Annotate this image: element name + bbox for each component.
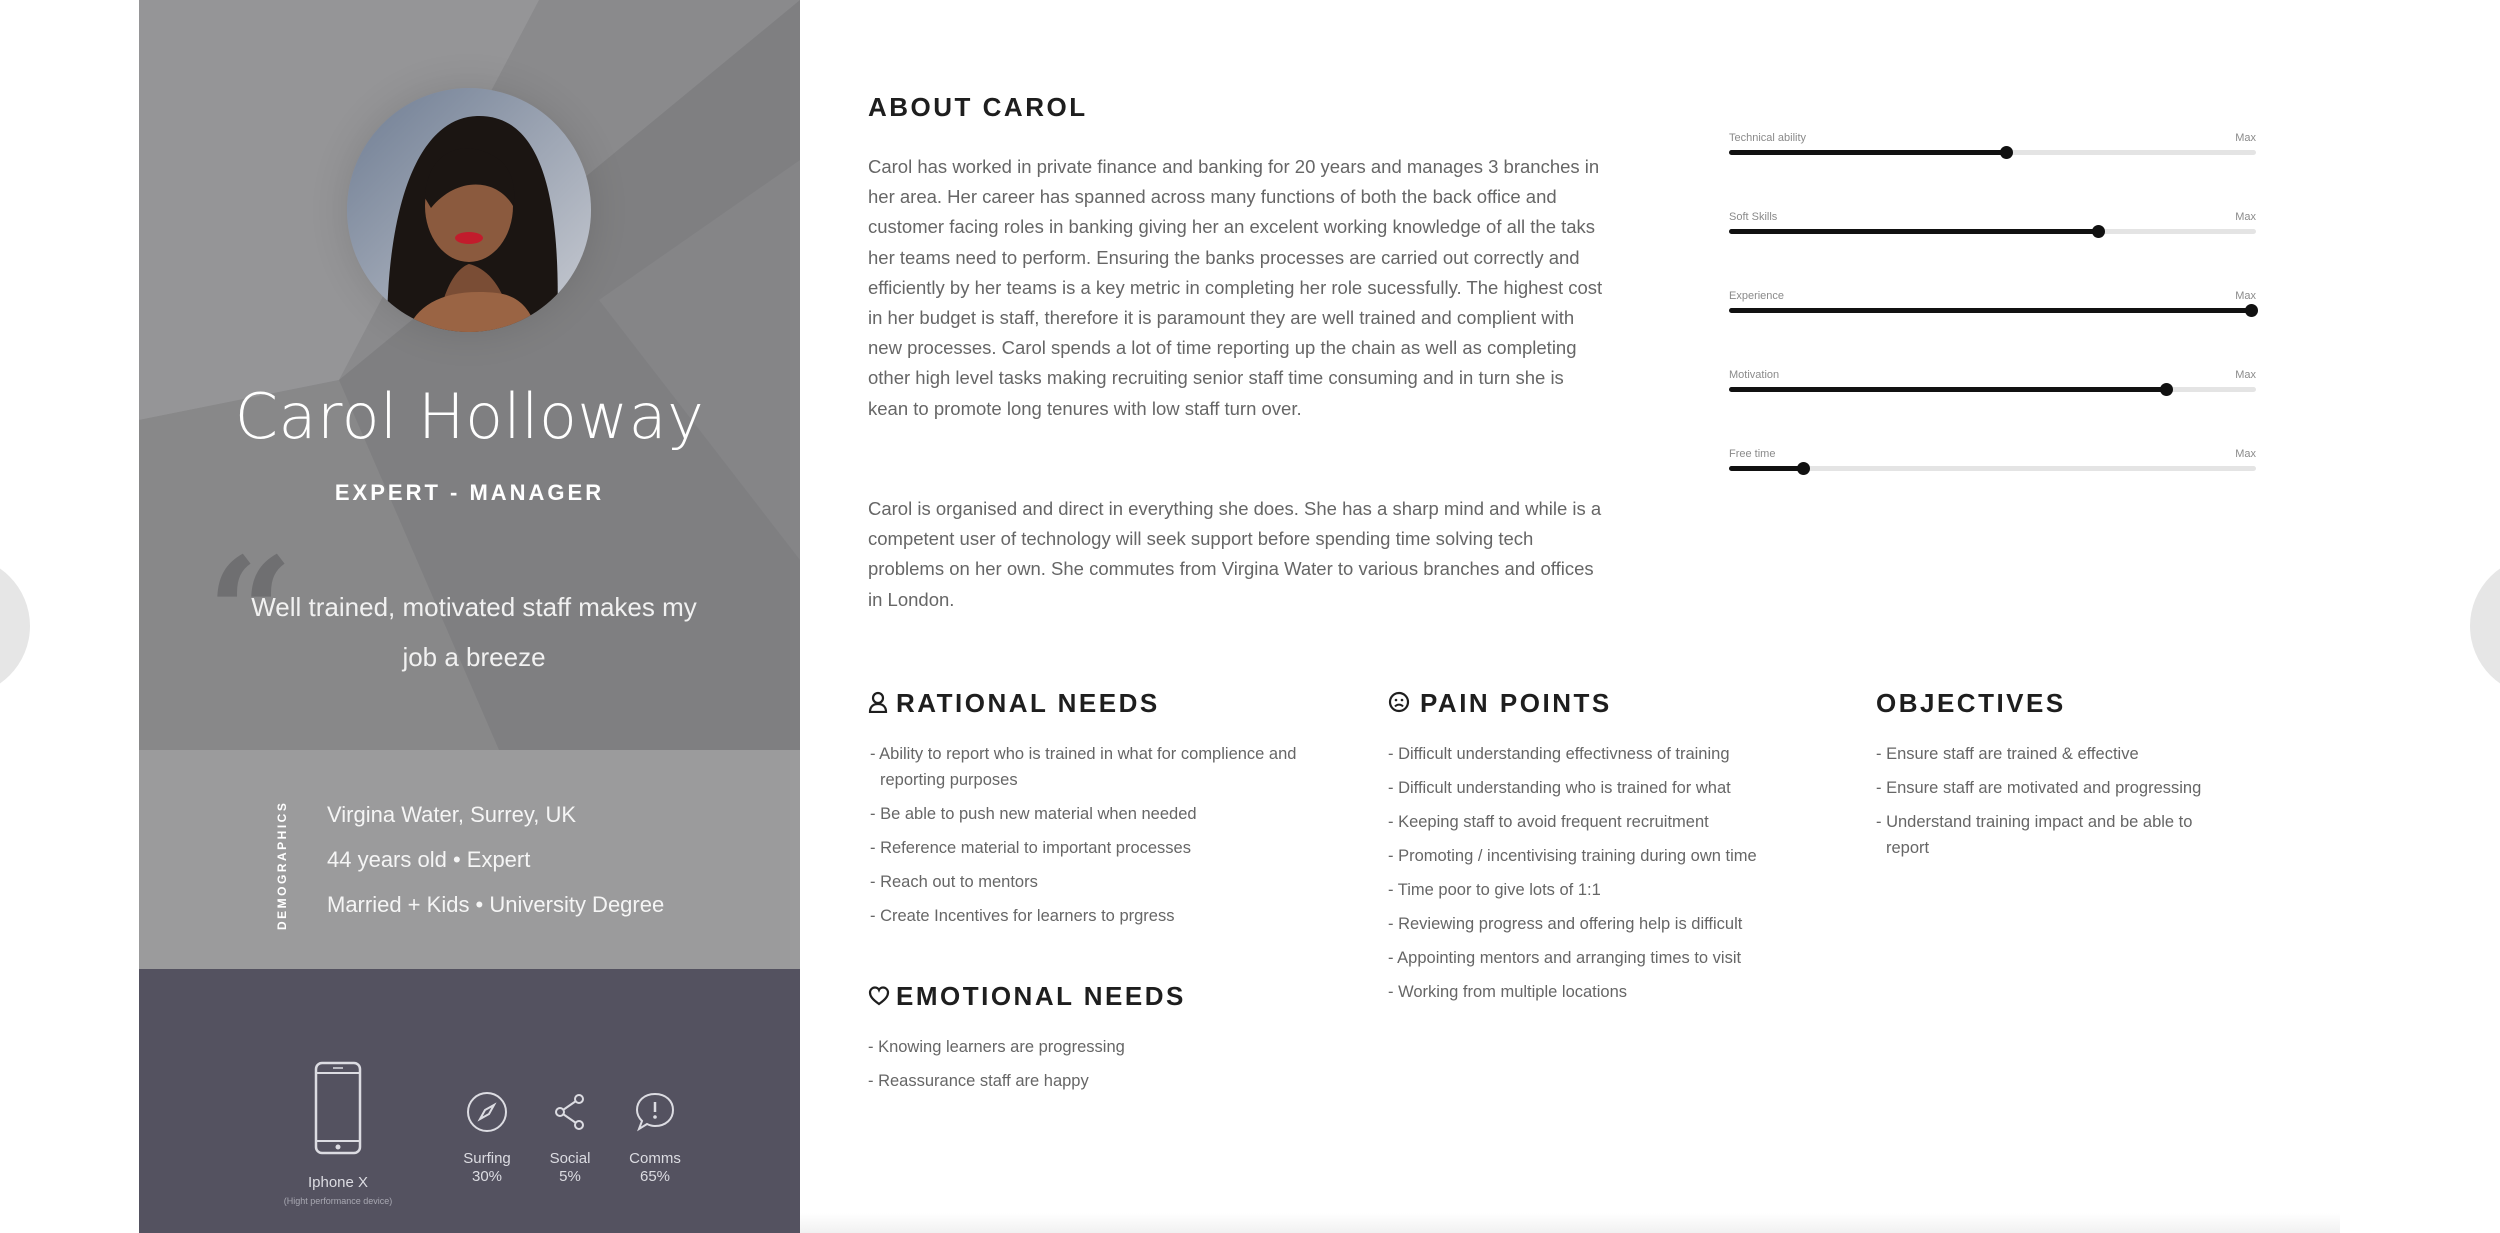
- slider-max-label: Max: [2235, 211, 2256, 223]
- rational-needs-heading: [868, 688, 1160, 719]
- demographics-family: Married + Kids • University Degree: [327, 892, 665, 917]
- slider-max-label: Max: [2235, 369, 2256, 381]
- list-item: - Promoting / incentivising training during own time: [1388, 847, 1757, 865]
- smartphone-icon: [314, 1061, 362, 1155]
- usage-comms-label: Comms: [629, 1150, 681, 1167]
- list-item: - Knowing learners are progressing: [868, 1038, 1125, 1056]
- slider-label: Free time: [1729, 448, 1776, 460]
- slider-handle[interactable]: [1797, 462, 1810, 475]
- demographics-age: 44 years old • Expert: [327, 847, 531, 872]
- slider-handle[interactable]: [2160, 383, 2173, 396]
- about-title: ABOUT CAROL: [868, 92, 1088, 122]
- person-icon: [868, 691, 888, 713]
- list-item: - Ensure staff are trained & effective: [1876, 745, 2139, 763]
- list-item: - Ability to report who is trained in what for complience and reporting purposes: [870, 745, 1297, 789]
- chat-bubble-icon: [634, 1091, 676, 1133]
- list-item: - Reach out to mentors: [870, 873, 1038, 891]
- slider-fill: [1729, 308, 2251, 313]
- slider-fill: [1729, 387, 2166, 392]
- next-persona-button[interactable]: [2470, 556, 2500, 696]
- heart-icon: [868, 986, 890, 1006]
- device-phone-note: (Hight performance device): [283, 1196, 393, 1206]
- quote-icon: “: [207, 525, 294, 701]
- slider-free-time[interactable]: [1729, 448, 2256, 488]
- list-item: - Create Incentives for learners to prgress: [870, 907, 1175, 925]
- slider-label: Technical ability: [1729, 132, 1807, 144]
- device-phone: [263, 1061, 413, 1210]
- compass-icon: [466, 1091, 508, 1133]
- objectives-title: OBJECTIVES: [1876, 688, 2066, 718]
- persona-name: Carol Holloway: [234, 380, 705, 453]
- previous-persona-button[interactable]: [0, 556, 30, 696]
- slider-max-label: Max: [2235, 290, 2256, 302]
- emotional-needs-title: EMOTIONAL NEEDS: [896, 981, 1186, 1011]
- list-item: - Keeping staff to avoid frequent recruitment: [1388, 813, 1709, 831]
- slider-motivation[interactable]: [1729, 369, 2256, 409]
- slider-experience[interactable]: [1729, 290, 2256, 330]
- devices-section: [139, 969, 800, 1233]
- list-item: - Appointing mentors and arranging times to visit: [1388, 949, 1742, 967]
- rational-needs-title: RATIONAL NEEDS: [896, 688, 1160, 718]
- list-item: - Reassurance staff are happy: [868, 1072, 1089, 1090]
- demographics-section: [139, 750, 800, 969]
- device-phone-name: Iphone X: [307, 1174, 369, 1191]
- slider-fill: [1729, 150, 2006, 155]
- slider-fill: [1729, 229, 2098, 234]
- list-item: - Understand training impact and be able to report: [1876, 813, 2193, 857]
- pain-points-list: [1388, 741, 1828, 1013]
- slider-soft-skills[interactable]: [1729, 211, 2256, 251]
- slider-label: Soft Skills: [1729, 211, 1778, 223]
- usage-surfing: [447, 1091, 527, 1186]
- list-item: - Ensure staff are motivated and progressing: [1876, 779, 2202, 797]
- usage-surfing-value: 30%: [471, 1168, 503, 1185]
- list-item: - Be able to push new material when needed: [870, 805, 1197, 823]
- slider-max-label: Max: [2235, 132, 2256, 144]
- slider-handle[interactable]: [2245, 304, 2258, 317]
- demographics-location: Virgina Water, Surrey, UK: [327, 802, 577, 827]
- slider-label: Experience: [1729, 290, 1785, 302]
- usage-social-value: 5%: [559, 1168, 581, 1185]
- slider-label: Motivation: [1729, 369, 1780, 381]
- slider-max-label: Max: [2235, 448, 2256, 460]
- slider-technical-ability[interactable]: [1729, 132, 2256, 172]
- emotional-needs-list: [868, 1034, 1298, 1102]
- list-item: - Time poor to give lots of 1:1: [1388, 881, 1601, 899]
- slider-handle[interactable]: [2092, 225, 2105, 238]
- share-icon: [549, 1091, 591, 1133]
- persona-profile-panel: [139, 0, 800, 1233]
- emotional-needs-heading: [868, 981, 1186, 1012]
- usage-comms: [615, 1091, 695, 1186]
- slider-handle[interactable]: [2000, 146, 2013, 159]
- list-item: - Reference material to important processes: [870, 839, 1191, 857]
- list-item: - Difficult understanding who is trained for what: [1388, 779, 1731, 797]
- bottom-shadow: [800, 1213, 2340, 1233]
- usage-surfing-label: Surfing: [463, 1150, 511, 1167]
- persona-quote: Well trained, motivated staff makes my job a breeze: [251, 592, 697, 672]
- list-item: - Reviewing progress and offering help is difficult: [1388, 915, 1743, 933]
- about-paragraph-2: Carol is organised and direct in everything she does. She has a sharp mind and while is a competent user of technology will seek support before spending time solving tech problems on her own. She commutes from Virgina Water to various branches and offices in London.: [868, 498, 1602, 610]
- persona-role: EXPERT - MANAGER: [334, 480, 605, 505]
- slider-fill: [1729, 466, 1803, 471]
- objectives-list: [1876, 741, 2206, 869]
- sad-face-icon: [1388, 691, 1410, 713]
- profile-header: [139, 0, 800, 750]
- list-item: - Working from multiple locations: [1388, 983, 1628, 1001]
- avatar: [347, 88, 591, 332]
- demographics-label: DEMOGRAPHICS: [275, 800, 289, 930]
- usage-social: [530, 1091, 610, 1186]
- rational-needs-list: [870, 741, 1300, 937]
- usage-social-label: Social: [549, 1150, 591, 1167]
- about-paragraph-1: Carol has worked in private finance and banking for 20 years and manages 3 branches in her area. Her career has spanned across many functions of both the back office and customer facing roles in banking giving her an excelent working knowledge of all the taks her teams need to perform. Ensuring the banks processes are carried out correctly and efficiently by her teams is a key metric in completing her role sucessfully. The highest cost in her budget is staff, therefore it is paramount they are well trained and complient with new processes. Carol spends a lot of time reporting up the chain as well as completing other high level tasks making recruiting senior staff time consuming and in turn she is kean to promote long tenures with low staff turn over.: [868, 156, 1603, 419]
- list-item: - Difficult understanding effectivness of training: [1388, 745, 1730, 763]
- pain-points-heading: [1388, 688, 1612, 719]
- pain-points-title: PAIN POINTS: [1420, 688, 1612, 718]
- usage-comms-value: 65%: [639, 1168, 671, 1185]
